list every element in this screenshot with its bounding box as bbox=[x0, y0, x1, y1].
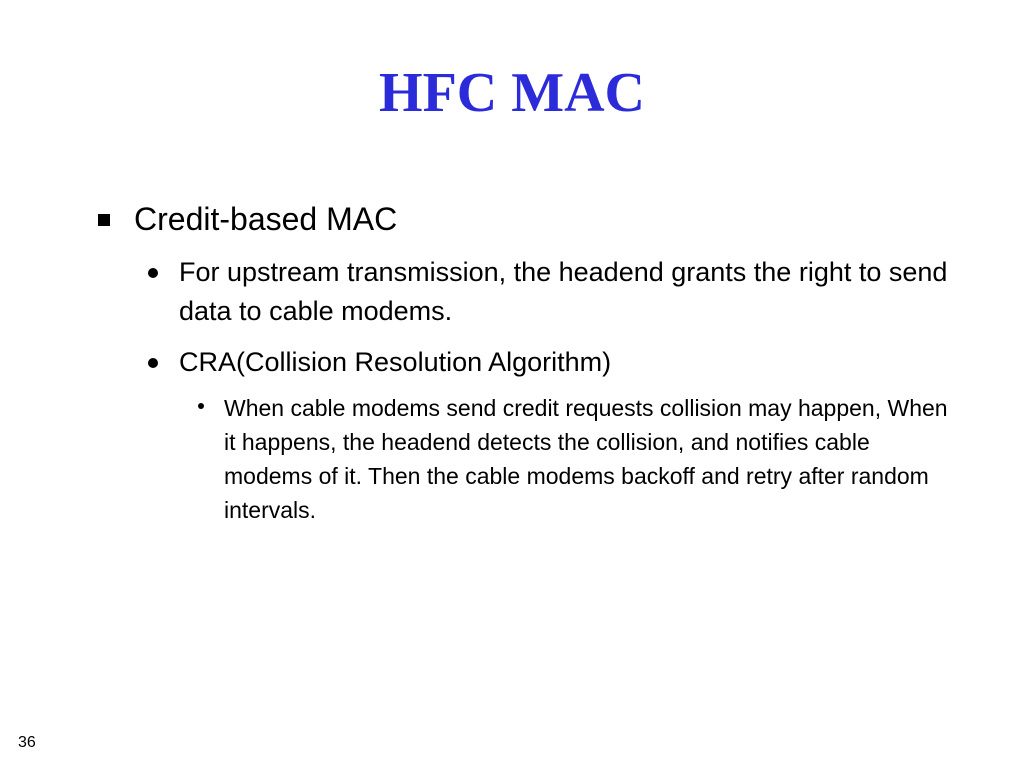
bullet-level2 bbox=[148, 253, 968, 331]
bullet-level3 bbox=[198, 391, 958, 527]
square-bullet-icon bbox=[98, 214, 110, 226]
bullet-level1 bbox=[98, 197, 978, 241]
bullet-level2 bbox=[148, 343, 968, 382]
bullet-text: CRA(Collision Resolution Algorithm) bbox=[179, 347, 612, 377]
round-bullet-icon bbox=[148, 268, 158, 278]
bullet-text: When cable modems send credit requests collision may happen, When it happens, the headend detects the collision, and notifies cable modems of it. Then the cable modems backoff and retry after random intervals. bbox=[224, 395, 948, 523]
bullet-text: Credit-based MAC bbox=[134, 201, 398, 237]
small-dot-bullet-icon bbox=[198, 403, 204, 409]
round-bullet-icon bbox=[148, 358, 158, 368]
page-number: 36 bbox=[18, 734, 36, 751]
slide-title: HFC MAC bbox=[379, 62, 645, 124]
bullet-text: For upstream transmission, the headend grants the right to send data to cable modems. bbox=[179, 257, 948, 326]
